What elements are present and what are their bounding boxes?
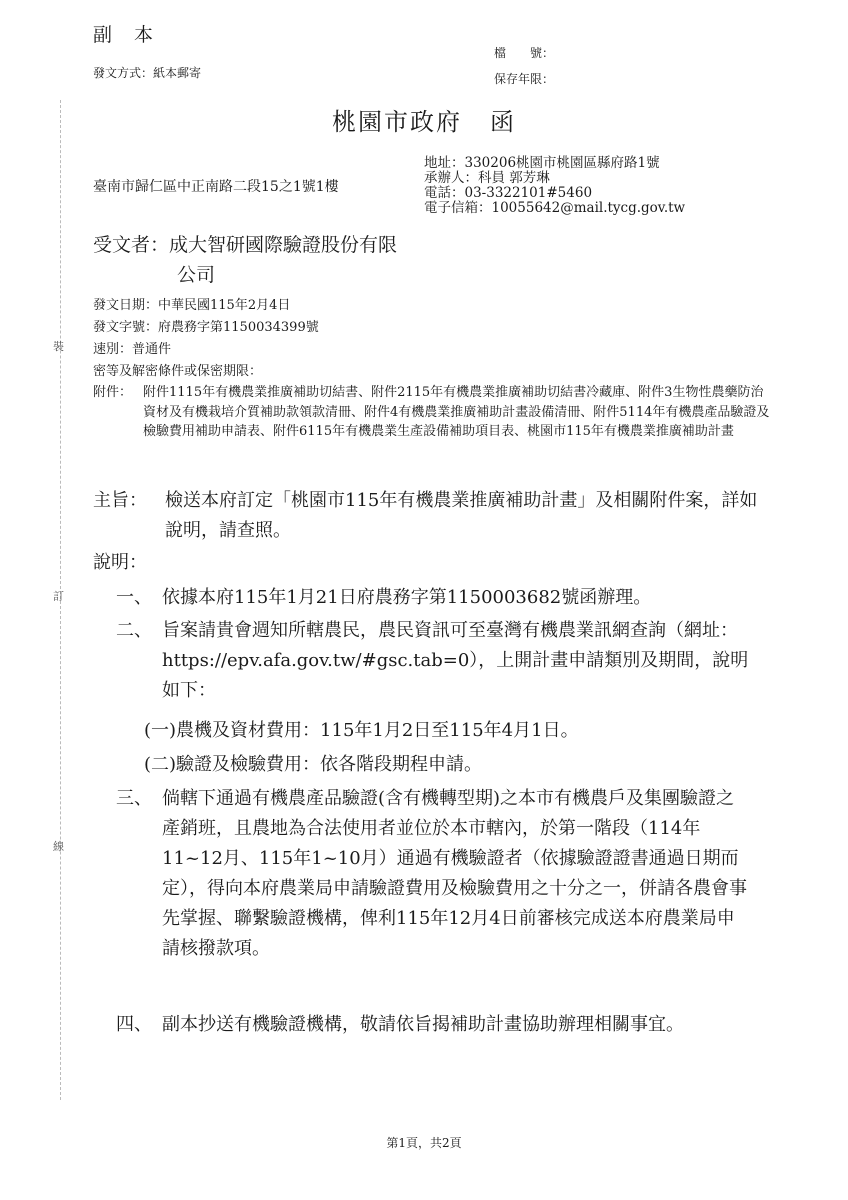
explanation-item: [116, 784, 752, 964]
document-type: 函: [490, 108, 516, 136]
sender-address: 地址：330206桃園市桃園區縣府路1號: [424, 155, 660, 171]
item-text: 副本抄送有機驗證機構，敬請依旨揭補助計畫協助辦理相關事宜。: [162, 1014, 684, 1035]
item-text: 倘轄下通過有機農產品驗證(含有機轉型期)之本市有機農戶及集團驗證之產銷班，且農地為合法使用者並位於本市轄內，於第一階段（114年11~12月、115年1~10月）通過有機驗證者（依據驗證證書通過日期而定），得向本府農業局申請驗證費用及檢驗費用之十分之一，併請各農會事先掌握、聯繫驗證機構，俾利115年12月4日前審核完成送本府農業局申請核撥款項。: [162, 788, 747, 959]
subject: [93, 486, 773, 546]
explanation-label: 說明：: [93, 552, 147, 573]
sender-info: [424, 156, 685, 216]
binding-mark-ding: 訂: [53, 590, 64, 603]
subject-text: 檢送本府訂定「桃園市115年有機農業推廣補助計畫」及相關附件案，詳如說明，請查照。: [165, 490, 758, 541]
recipient-name-line2: 公司: [177, 264, 216, 286]
receiver-address: 臺南市歸仁區中正南路二段15之1號1樓: [93, 179, 339, 195]
subject-label: 主旨：: [93, 490, 147, 511]
sender-email: 電子信箱：10055642@mail.tycg.gov.tw: [424, 200, 686, 216]
document-title: [0, 102, 848, 137]
attachments: [93, 383, 773, 442]
item-text: 旨案請貴會週知所轄農民，農民資訊可至臺灣有機農業訊網查詢（網址：https://epv.afa.gov.tw/#gsc.tab=0），上開計畫申請類別及期間，說明如下：: [162, 620, 749, 701]
recipient-label: 受文者：: [93, 234, 170, 256]
explanation-item: [116, 616, 752, 706]
agency-name: 桃園市政府: [332, 108, 462, 136]
explanation-item: [116, 583, 752, 613]
document-number: 發文字號：府農務字第1150034399號: [93, 320, 319, 335]
attachments-label: 附件：: [93, 385, 133, 400]
send-method: 發文方式：紙本郵寄: [93, 66, 202, 80]
item-number: 四、: [116, 1014, 152, 1035]
item-number: 二、: [116, 620, 152, 641]
explanation-subitem: (一)農機及資材費用：115年1月2日至115年4月1日。: [144, 720, 579, 741]
copy-mark: 副本: [93, 24, 176, 46]
file-number-label: 檔 號：: [494, 46, 555, 60]
security-level: 密等及解密條件或保密期限：: [93, 364, 263, 379]
recipient: [93, 230, 397, 290]
item-text: 依據本府115年1月21日府農務字第1150003682號函辦理。: [162, 587, 652, 608]
explanation-item: [116, 1010, 752, 1040]
item-number: 三、: [116, 788, 152, 809]
sender-phone: 電話：03-3322101#5460: [424, 185, 593, 201]
page-footer: 第1頁，共2頁: [386, 1136, 462, 1150]
attachments-text: 附件1115年有機農業推廣補助切結書、附件2115年有機農業推廣補助切結書冷藏庫、附件3生物性農藥防治資材及有機栽培介質補助款領款清冊、附件4有機農業推廣補助計畫設備清冊、附件5114年有機農產品驗證及檢驗費用補助申請表、附件6115年有機農業生產設備補助項目表、桃園市115年有機農業推廣補助計畫: [143, 385, 770, 439]
recipient-name-line1: 成大智研國際驗證股份有限: [169, 234, 398, 256]
issue-date: 發文日期：中華民國115年2月4日: [93, 298, 291, 313]
binding-mark-xian: 線: [53, 840, 64, 853]
sender-handler: 承辦人：科員 郭芳琳: [424, 170, 550, 186]
speed-class: 速別：普通件: [93, 342, 172, 357]
retention-period-label: 保存年限：: [494, 72, 555, 86]
document-meta: [93, 295, 319, 383]
binding-mark-zhuang: 裝: [53, 340, 64, 353]
explanation-subitem: (二)驗證及檢驗費用：依各階段期程申請。: [144, 754, 483, 775]
item-number: 一、: [116, 587, 152, 608]
